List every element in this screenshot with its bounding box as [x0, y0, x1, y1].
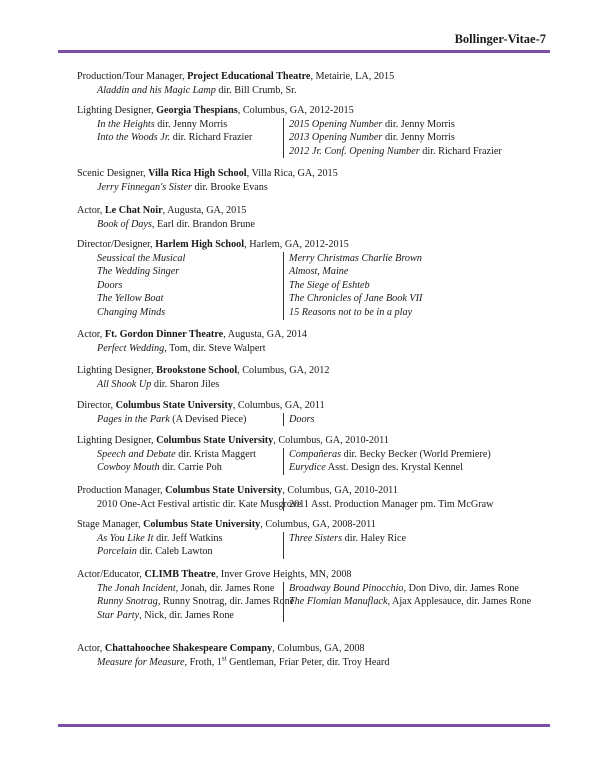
work-title: Pages in the Park — [97, 413, 170, 425]
work-title: Aladdin and his Magic Lamp — [97, 84, 216, 96]
credit-detail: , Froth, 1 — [184, 656, 222, 668]
entry-organization: Le Chat Noir — [104, 205, 163, 216]
work-title: The Jonah Incident — [97, 582, 176, 594]
entry-heading — [77, 484, 547, 498]
credit-line — [97, 582, 283, 596]
credit-detail: , Tom, dir. Steve Walpert — [164, 342, 266, 354]
entry-location-date: , Villa Rica, GA, 2015 — [246, 168, 338, 179]
entry-location-date: , Columbus, GA, 2011 — [232, 400, 325, 411]
credit-line — [97, 279, 283, 293]
work-title: Runny Snotrag — [97, 596, 158, 608]
work-title: Book of Days — [97, 218, 152, 230]
work-title: Doors — [289, 413, 315, 425]
entry-role: Production Manager, — [77, 485, 166, 496]
entry-organization: Columbus State University — [115, 400, 233, 411]
credit-line — [289, 118, 547, 132]
credit-line — [289, 145, 547, 159]
credit-detail: dir. Richard Frazier — [419, 145, 502, 157]
credit-columns — [77, 582, 547, 623]
credit-line — [289, 252, 547, 266]
credit-line — [97, 413, 283, 427]
work-title: 2015 Opening Number — [289, 118, 383, 130]
credit-line — [289, 306, 547, 320]
credit-column-left — [77, 532, 283, 559]
entry-location-date: , Harlem, GA, 2012-2015 — [244, 239, 349, 250]
credit-column-left — [77, 252, 283, 320]
credit-line — [97, 292, 283, 306]
work-title: The Siege of Eshteb — [289, 279, 370, 291]
entry-location-date: , Inver Grove Heights, MN, 2008 — [215, 569, 352, 580]
credit-line — [97, 252, 283, 266]
entry-location-date: , Columbus, GA, 2010-2011 — [282, 485, 398, 496]
entry-location-date: , Augusta, GA, 2014 — [223, 329, 307, 340]
entry-role: Lighting Designer, — [77, 105, 157, 116]
credit-line — [289, 265, 547, 279]
work-title: Doors — [97, 279, 123, 291]
credit-detail: Asst. Design des. Krystal Kennel — [325, 462, 464, 474]
work-title: Porcelain — [97, 546, 137, 558]
entry-heading — [77, 204, 547, 218]
credit-detail: , Jonah, dir. James Rone — [175, 582, 275, 594]
credit-line — [289, 279, 547, 293]
credit-detail: dir. Caleb Lawton — [136, 546, 213, 558]
page-header: Bollinger-Vitae-7 — [454, 32, 546, 46]
work-title: The Yellow Boat — [97, 293, 164, 305]
credit-line — [289, 448, 547, 462]
entry-heading — [77, 328, 547, 342]
credit-columns — [77, 448, 547, 475]
entry-location-date: , Columbus, GA, 2010-2011 — [273, 435, 389, 446]
experience-entry — [77, 238, 547, 320]
credit-line — [77, 656, 547, 670]
entry-location-date: , Columbus, GA, 2008-2011 — [260, 519, 376, 530]
entry-heading — [77, 167, 547, 181]
credit-line — [289, 582, 547, 596]
credit-line — [97, 609, 283, 623]
work-title: 15 Reasons not to be in a play — [289, 306, 413, 318]
credit-detail: dir. Jenny Morris — [382, 118, 455, 130]
entry-role: Scenic Designer, — [77, 168, 149, 179]
work-title: All Shook Up — [97, 378, 152, 390]
work-title: As You Like It — [97, 532, 154, 544]
work-title: 2013 Opening Number — [289, 132, 383, 144]
credit-detail: dir. Haley Rice — [342, 532, 407, 544]
entry-role: Director/Designer, — [77, 239, 156, 250]
credit-line — [289, 413, 547, 427]
credit-detail: dir. Jenny Morris — [382, 132, 455, 144]
credit-column-right — [283, 448, 547, 475]
credit-detail: dir. Brooke Evans — [191, 181, 268, 193]
credit-line — [97, 118, 283, 132]
entry-organization: Georgia Thespians — [156, 105, 238, 116]
entry-organization: Ft. Gordon Dinner Theatre — [104, 329, 224, 340]
credit-detail: dir. Jenny Morris — [154, 118, 228, 130]
credit-detail: 2011 Asst. Production Manager pm. Tim McGraw — [289, 498, 494, 510]
work-title: In the Heights — [97, 118, 155, 130]
entry-role: Actor, — [77, 329, 105, 340]
credit-detail: , Earl dir. Brandon Brune — [151, 218, 255, 230]
credit-detail: dir. Bill Crumb, Sr. — [215, 84, 297, 96]
credit-column-left — [77, 413, 283, 427]
entry-organization: Columbus State University — [156, 435, 274, 446]
entry-role: Lighting Designer, — [77, 435, 157, 446]
credit-line — [97, 545, 283, 559]
credit-column-right — [283, 413, 547, 427]
entry-heading — [77, 568, 547, 582]
entry-role: Production/Tour Manager, — [77, 71, 188, 82]
credit-columns — [77, 118, 547, 159]
work-title: Speech and Debate — [97, 448, 176, 460]
entry-location-date: , Columbus, GA, 2008 — [272, 643, 365, 654]
experience-entry — [77, 104, 547, 158]
work-title: Changing Minds — [97, 306, 166, 318]
bottom-divider — [58, 724, 550, 727]
experience-entry — [77, 70, 547, 97]
entry-heading — [77, 238, 547, 252]
credit-column-left — [77, 498, 302, 512]
experience-entry — [77, 484, 547, 511]
credit-line — [289, 595, 547, 609]
credit-columns — [77, 252, 547, 320]
credit-line — [77, 181, 547, 195]
credit-detail: Gentleman, Friar Peter, dir. Troy Heard — [226, 656, 390, 668]
credit-line — [97, 306, 283, 320]
work-title: 2012 Jr. Conf. Opening Number — [289, 145, 420, 157]
entry-heading — [77, 518, 547, 532]
credit-line — [97, 461, 283, 475]
entry-location-date: , Columbus, GA, 2012-2015 — [237, 105, 354, 116]
credit-line — [289, 532, 547, 546]
work-title: Three Sisters — [289, 532, 343, 544]
top-divider — [58, 50, 550, 53]
credit-detail: , Don Divo, dir. James Rone — [403, 582, 519, 594]
credit-column-right — [283, 532, 547, 559]
experience-entry — [77, 642, 547, 669]
entry-organization: Chattahoochee Shakespeare Company — [104, 643, 273, 654]
entry-role: Actor, — [77, 205, 105, 216]
work-title: Eurydice — [289, 462, 326, 474]
experience-entry — [77, 364, 547, 391]
work-title: The Chronicles of Jane Book VII — [289, 293, 423, 305]
credit-line — [97, 532, 283, 546]
entry-role: Actor/Educator, — [77, 569, 145, 580]
entry-heading — [77, 399, 547, 413]
credit-line — [77, 378, 547, 392]
credit-line — [289, 131, 547, 145]
entry-organization: Harlem High School — [155, 239, 245, 250]
credit-detail: dir. Krista Maggert — [175, 448, 256, 460]
credit-line — [97, 498, 302, 512]
credit-detail: , Ajax Applesauce, dir. James Rone — [387, 596, 532, 608]
entry-organization: Brookstone School — [156, 365, 238, 376]
credit-line — [289, 498, 547, 512]
entry-role: Stage Manager, — [77, 519, 144, 530]
credit-detail: 2010 One-Act Festival artistic dir. Kate Musgrove — [97, 498, 302, 510]
experience-entry — [77, 434, 547, 475]
work-title: Merry Christmas Charlie Brown — [289, 252, 422, 264]
credit-line — [97, 595, 295, 609]
work-title: The Flomian Manuflack — [289, 596, 388, 608]
credit-line — [97, 448, 283, 462]
credit-line — [97, 131, 283, 145]
credit-detail: , Nick, dir. James Rone — [139, 609, 234, 621]
credit-line — [289, 461, 547, 475]
entry-role: Lighting Designer, — [77, 365, 157, 376]
experience-entry — [77, 204, 547, 231]
entry-organization: Villa Rica High School — [148, 168, 247, 179]
credit-detail: dir. Sharon Jiles — [151, 378, 220, 390]
credit-detail: dir. Jeff Watkins — [153, 532, 223, 544]
entry-organization: Project Educational Theatre — [187, 71, 311, 82]
credit-columns — [77, 532, 547, 559]
credit-detail: , Runny Snotrag, dir. James Rone — [157, 596, 295, 608]
credit-line — [289, 292, 547, 306]
credit-line — [77, 342, 547, 356]
entry-heading — [77, 642, 547, 656]
work-title: The Wedding Singer — [97, 266, 180, 278]
experience-entry — [77, 399, 547, 426]
entry-heading — [77, 104, 547, 118]
work-title: Broadway Bound Pinocchio — [289, 582, 404, 594]
entry-heading — [77, 70, 547, 84]
experience-entry — [77, 328, 547, 355]
work-title: Perfect Wedding — [97, 342, 165, 354]
credit-column-right — [283, 498, 547, 512]
work-title: Compañeras — [289, 448, 342, 460]
work-title: Star Party — [97, 609, 140, 621]
entry-role: Actor, — [77, 643, 105, 654]
credit-detail: dir. Carrie Poh — [159, 462, 222, 474]
entry-location-date: , Metairie, LA, 2015 — [310, 71, 395, 82]
work-title: Seussical the Musical — [97, 252, 186, 264]
experience-entry — [77, 518, 547, 559]
entry-heading — [77, 434, 547, 448]
credit-line — [77, 84, 547, 98]
credit-column-left — [77, 582, 295, 623]
ordinal-suffix: st — [221, 654, 227, 663]
entry-role: Director, — [77, 400, 116, 411]
credit-column-right — [283, 582, 547, 623]
credit-detail: dir. Becky Becker (World Premiere) — [341, 448, 491, 460]
entry-organization: CLIMB Theatre — [144, 569, 216, 580]
entry-heading — [77, 364, 547, 378]
work-title: Almost, Maine — [289, 266, 349, 278]
work-title: Into the Woods Jr. — [97, 132, 171, 144]
work-title: Jerry Finnegan's Sister — [97, 181, 192, 193]
work-title: Measure for Measure — [97, 656, 185, 668]
credit-column-left — [77, 448, 283, 475]
entry-organization: Columbus State University — [143, 519, 261, 530]
experience-entry — [77, 167, 547, 194]
experience-entry — [77, 568, 547, 622]
credit-column-right — [283, 252, 547, 320]
credit-line — [97, 265, 283, 279]
credit-detail: dir. Richard Frazier — [170, 132, 253, 144]
credit-columns — [77, 413, 547, 427]
credit-column-right — [283, 118, 547, 159]
work-title: Cowboy Mouth — [97, 462, 160, 474]
credit-line — [77, 218, 547, 232]
entry-location-date: , Augusta, GA, 2015 — [162, 205, 247, 216]
credit-detail: (A Devised Piece) — [169, 413, 247, 425]
credit-column-left — [77, 118, 283, 159]
credit-columns — [77, 498, 547, 512]
entry-organization: Columbus State University — [165, 485, 283, 496]
entry-location-date: , Columbus, GA, 2012 — [237, 365, 330, 376]
